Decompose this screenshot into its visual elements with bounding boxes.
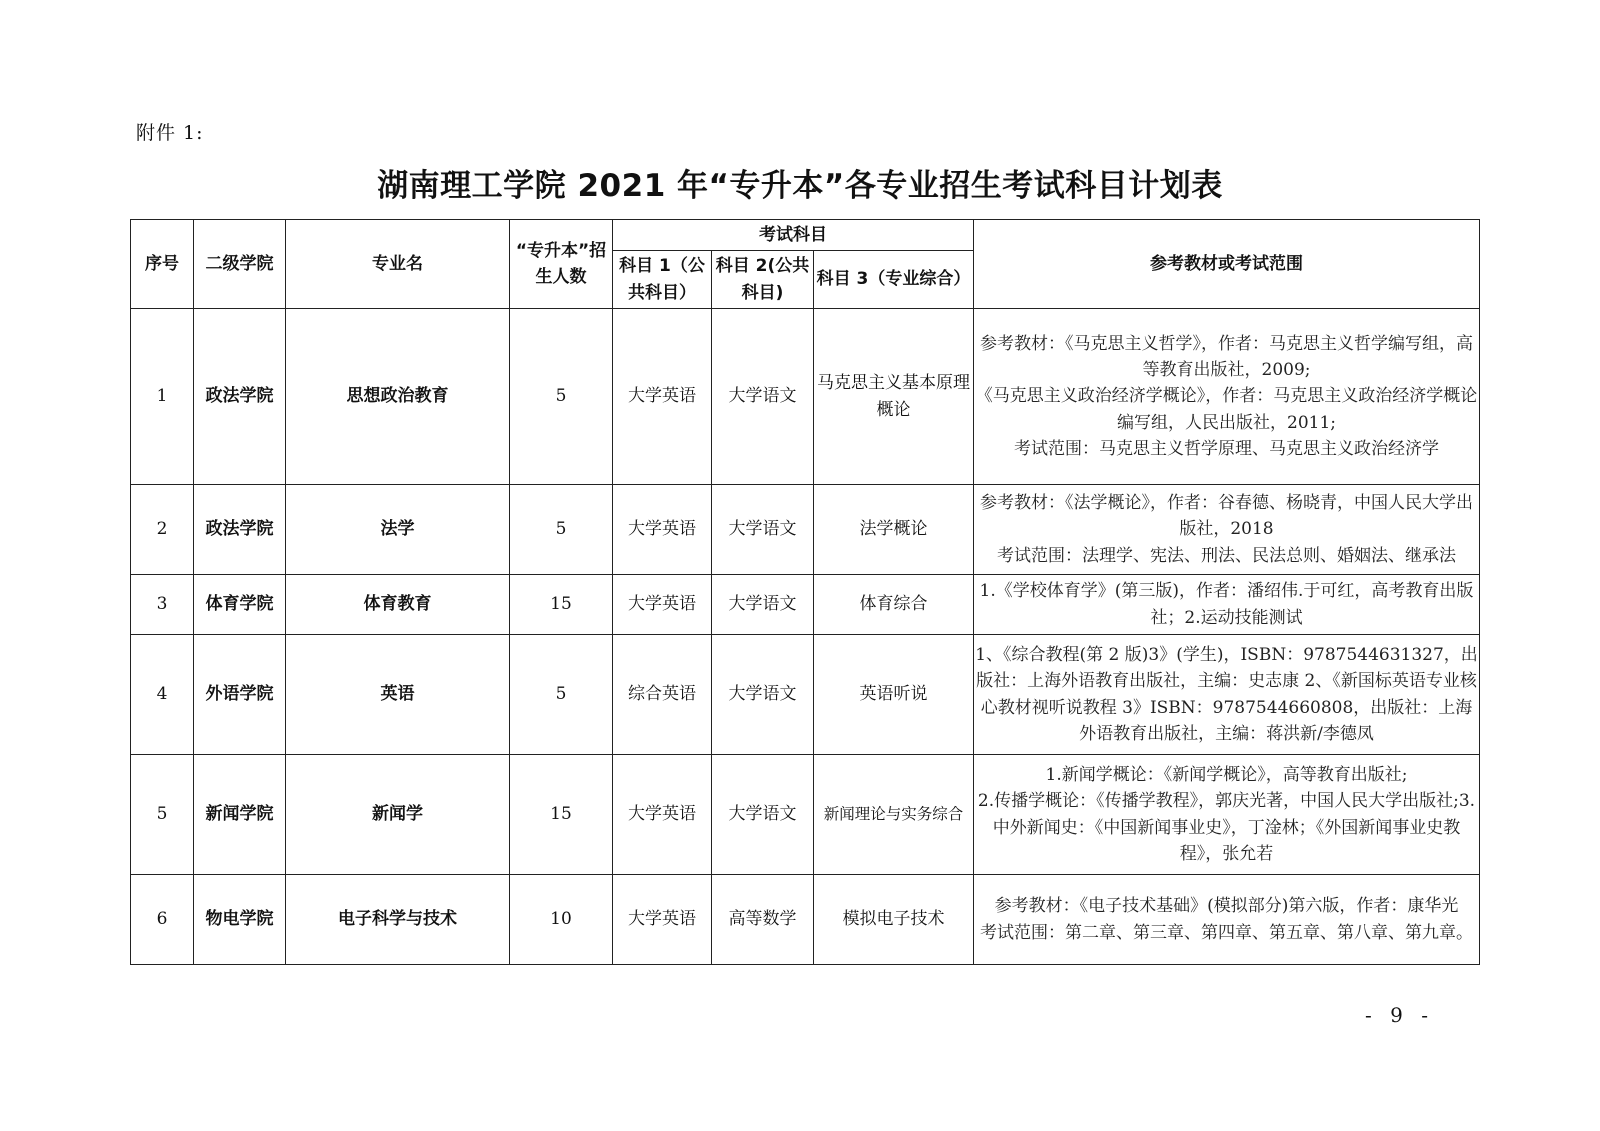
reference-line: 参考教材：《电子技术基础》(模拟部分)第六版，作者：康华光 [994, 896, 1459, 917]
table-row [131, 875, 1480, 965]
cell-major: 体育教育 [286, 575, 510, 635]
header-major: 专业名 [286, 220, 510, 309]
cell-college: 政法学院 [194, 485, 286, 575]
header-seq: 序号 [131, 220, 194, 309]
cell-major: 思想政治教育 [286, 309, 510, 485]
cell-seq: 6 [131, 875, 194, 965]
reference-line: 考试范围：第二章、第三章、第四章、第五章、第八章、第九章。 [980, 922, 1473, 943]
reference-line: 考试范围：法理学、宪法、刑法、民法总则、婚姻法、继承法 [997, 545, 1456, 566]
reference-line: 2.传播学概论：《传播学教程》，郭庆光著，中国人民大学出版社;3.中外新闻史：《中国新闻事业史》，丁淦林；《外国新闻事业史教程》，张允若 [977, 791, 1476, 864]
cell-seq: 3 [131, 575, 194, 635]
cell-quota: 5 [510, 485, 613, 575]
cell-subject3: 模拟电子技术 [814, 875, 974, 965]
cell-subject3: 英语听说 [814, 635, 974, 755]
cell-quota: 10 [510, 875, 613, 965]
header-reference: 参考教材或考试范围 [974, 220, 1480, 309]
reference-line: 1.《学校体育学》(第三版)，作者：潘绍伟.于可红，高考教育出版社；2.运动技能测试 [979, 581, 1474, 628]
cell-seq: 2 [131, 485, 194, 575]
cell-subject1: 大学英语 [613, 575, 712, 635]
cell-subject1: 综合英语 [613, 635, 712, 755]
cell-subject2: 大学语文 [712, 485, 814, 575]
reference-line: 参考教材：《马克思主义哲学》，作者：马克思主义哲学编写组，高等教育出版社，2009; [980, 333, 1473, 380]
cell-subject2: 大学语文 [712, 635, 814, 755]
cell-major: 新闻学 [286, 755, 510, 875]
cell-major: 法学 [286, 485, 510, 575]
cell-subject1: 大学英语 [613, 485, 712, 575]
table-row [131, 575, 1480, 635]
cell-college: 物电学院 [194, 875, 286, 965]
cell-reference [974, 755, 1480, 875]
cell-subject3: 新闻理论与实务综合 [814, 755, 974, 875]
table-row [131, 755, 1480, 875]
cell-quota: 15 [510, 575, 613, 635]
attachment-label: 附件 1: [136, 122, 204, 144]
cell-seq: 1 [131, 309, 194, 485]
reference-line: 1.新闻学概论：《新闻学概论》，高等教育出版社; [1045, 764, 1408, 785]
table-row [131, 485, 1480, 575]
cell-major: 英语 [286, 635, 510, 755]
table-row [131, 309, 1480, 485]
document-title: 湖南理工学院 2021 年“专升本”各专业招生考试科目计划表 [377, 168, 1223, 204]
header-exam-subjects: 考试科目 [613, 220, 974, 251]
cell-college: 外语学院 [194, 635, 286, 755]
reference-line: 1、《综合教程(第 2 版)3》(学生)，ISBN：9787544631327，出版社：上海外语教育出版社，主编：史志康 2、《新国标英语专业核心教材视听说教程 3》ISBN：9787544660808，出版社：上海外语教育出版社，主编：蒋洪新/李德凤 [975, 644, 1478, 744]
page-number: - 9 - [1365, 1003, 1434, 1027]
cell-subject3: 马克思主义基本原理概论 [814, 309, 974, 485]
cell-subject1: 大学英语 [613, 755, 712, 875]
cell-subject1: 大学英语 [613, 309, 712, 485]
cell-subject1: 大学英语 [613, 875, 712, 965]
cell-subject3: 法学概论 [814, 485, 974, 575]
reference-line: 考试范围：马克思主义哲学原理、马克思主义政治经济学 [1014, 439, 1439, 460]
cell-major: 电子科学与技术 [286, 875, 510, 965]
cell-reference [974, 309, 1480, 485]
cell-college: 新闻学院 [194, 755, 286, 875]
header-subject3: 科目 3（专业综合） [814, 251, 974, 309]
table-row [131, 635, 1480, 755]
cell-subject3: 体育综合 [814, 575, 974, 635]
cell-college: 政法学院 [194, 309, 286, 485]
header-quota: “专升本”招生人数 [510, 220, 613, 309]
cell-seq: 4 [131, 635, 194, 755]
cell-reference [974, 485, 1480, 575]
cell-college: 体育学院 [194, 575, 286, 635]
cell-quota: 5 [510, 309, 613, 485]
reference-line: 参考教材：《法学概论》，作者：谷春德、杨晓青，中国人民大学出版社，2018 [980, 492, 1473, 540]
cell-subject2: 大学语文 [712, 309, 814, 485]
cell-subject2: 高等数学 [712, 875, 814, 965]
cell-subject2: 大学语文 [712, 575, 814, 635]
header-subject1: 科目 1（公共科目） [613, 251, 712, 309]
cell-quota: 5 [510, 635, 613, 755]
cell-reference [974, 875, 1480, 965]
cell-quota: 15 [510, 755, 613, 875]
header-college: 二级学院 [194, 220, 286, 309]
exam-plan-table [130, 219, 1480, 965]
reference-line: 《马克思主义政治经济学概论》，作者：马克思主义政治经济学概论编写组，人民出版社，2011; [975, 386, 1478, 433]
cell-subject2: 大学语文 [712, 755, 814, 875]
cell-seq: 5 [131, 755, 194, 875]
cell-reference [974, 635, 1480, 755]
cell-reference [974, 575, 1480, 635]
header-subject2: 科目 2(公共科目) [712, 251, 814, 309]
